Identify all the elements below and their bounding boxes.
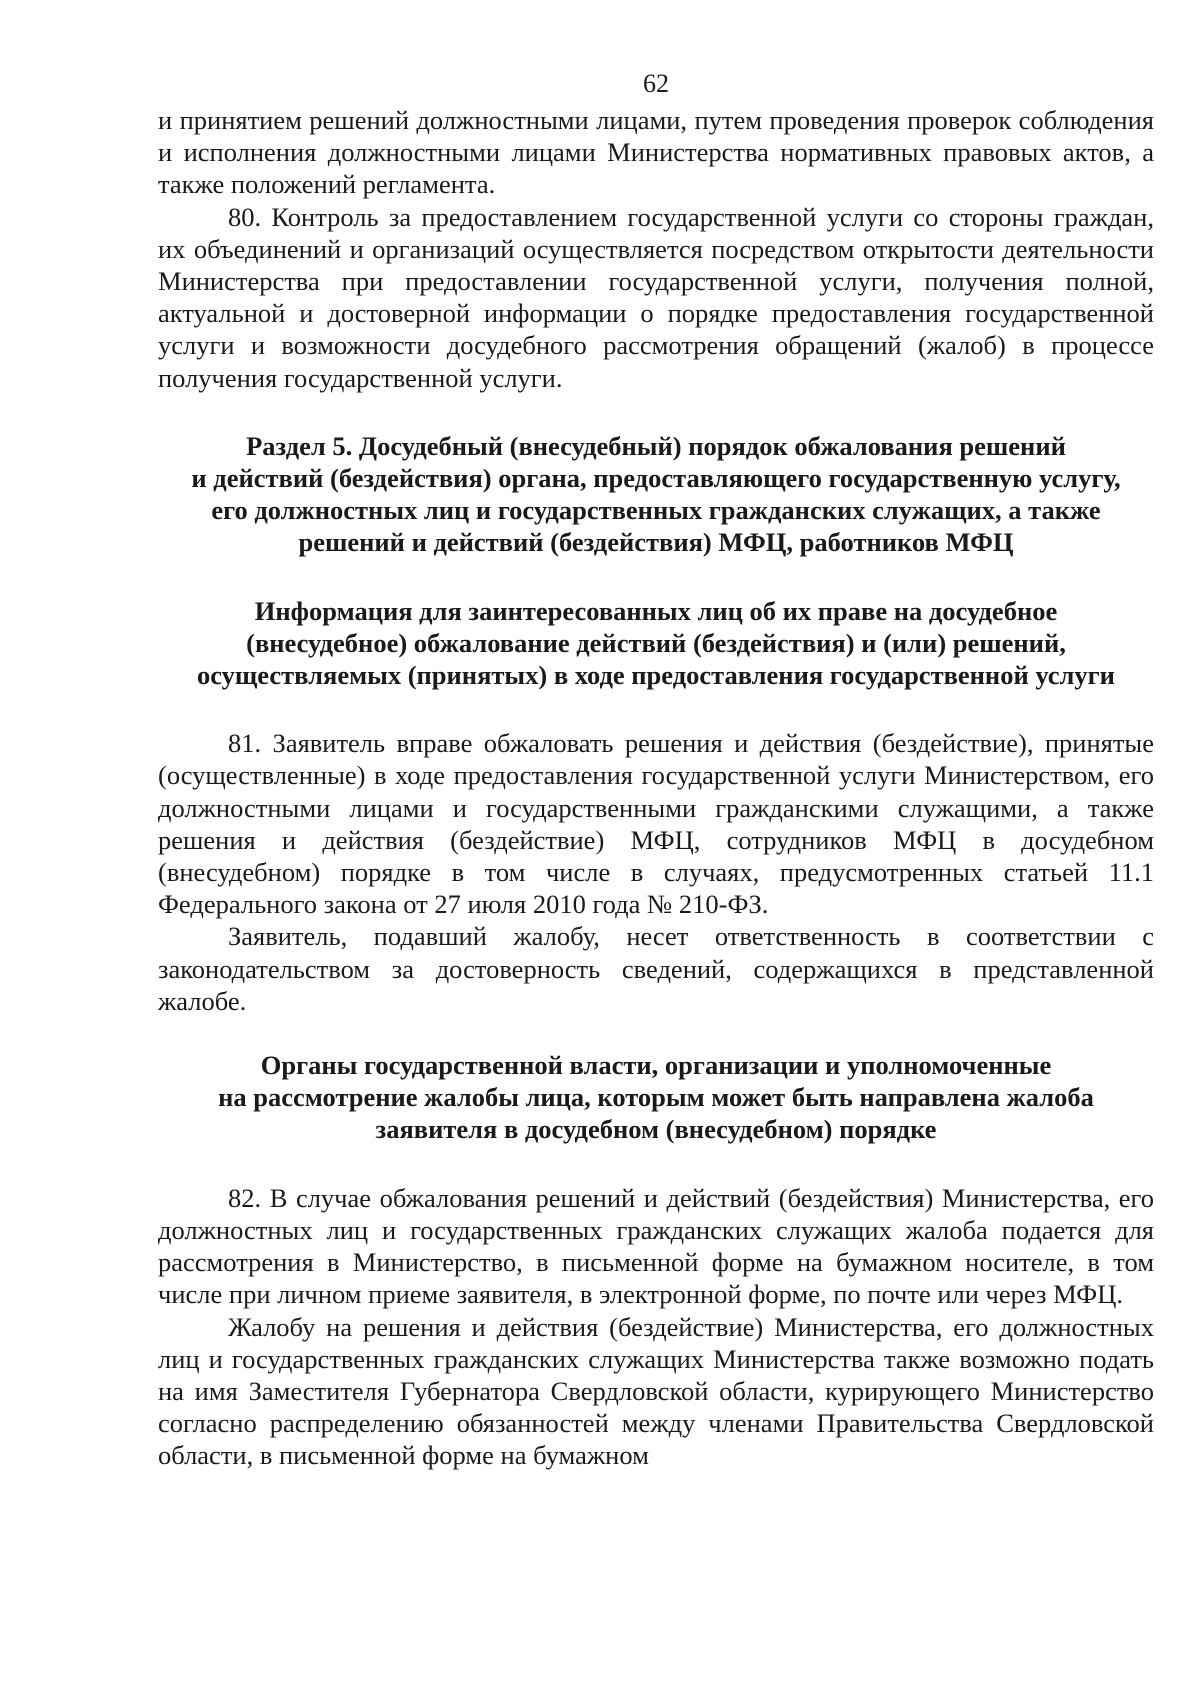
section-heading-line: Раздел 5. Досудебный (внесудебный) порядок обжалования решений <box>246 430 1066 461</box>
document-page <box>158 64 1154 1472</box>
paragraph-80: 80. Контроль за предоставлением государственной услуги со стороны граждан, их объединений и организаций осуществляется посредством открытости деятельности Министерства при предоставлении государственной услуги, получения полной, актуальной и достоверной информации о порядке предоставления государственной услуги и возможности досудебного рассмотрения обращений (жалоб) в процессе получения государственной услуги. <box>158 201 1154 393</box>
paragraph-82: 82. В случае обжалования решений и действий (бездействия) Министерства, его должностных лиц и государственных гражданских служащих жалоба подается для рассмотрения в Министерство, в письменной форме на бумажном носителе, в том числе при личном приеме заявителя, в электронной форме, по почте или через МФЦ. <box>158 1182 1154 1310</box>
section-heading-line: его должностных лиц и государственных гражданских служащих, а также <box>211 495 1101 526</box>
subheading-authorities <box>158 1049 1154 1146</box>
subheading-line: на рассмотрение жалобы лица, которым может быть направлена жалоба <box>218 1082 1094 1113</box>
subheading-information <box>158 595 1154 692</box>
subheading-line: заявителя в досудебном (внесудебном) порядке <box>375 1114 937 1145</box>
paragraph-81: 81. Заявитель вправе обжаловать решения и действия (бездействие), принятые (осуществленные) в ходе предоставления государственной услуги Министерством, его должностными лицами и государственными гражданскими служащими, а также решения и действия (бездействие) МФЦ, сотрудников МФЦ в досудебном (внесудебном) порядке в том числе в случаях, предусмотренных статьей 11.1 Федерального закона от 27 июля 2010 года № 210-ФЗ. <box>158 728 1154 920</box>
paragraph-complaint-deputy-governor: Жалобу на решения и действия (бездействие) Министерства, его должностных лиц и государственных гражданских служащих Министерства также возможно подать на имя Заместителя Губернатора Свердловской области, курирующего Министерство согласно распределению обязанностей между членами Правительства Свердловской области, в письменной форме на бумажном <box>158 1311 1154 1471</box>
subheading-line: Информация для заинтересованных лиц об их праве на досудебное <box>254 595 1058 626</box>
paragraph-continuation: и принятием решений должностными лицами, путем проведения проверок соблюдения и исполнения должностными лицами Министерства нормативных правовых актов, а также положений регламента. <box>158 105 1154 200</box>
page-number: 62 <box>643 69 669 98</box>
section-heading-line: решений и действий (бездействия) МФЦ, работников МФЦ <box>298 527 1014 558</box>
paragraph-applicant-responsibility: Заявитель, подавший жалобу, несет ответственность в соответствии с законодательством за достоверность сведений, содержащихся в представленной жалобе. <box>158 921 1154 1016</box>
subheading-line: (внесудебное) обжалование действий (бездействия) и (или) решений, <box>246 627 1066 658</box>
subheading-line: Органы государственной власти, организации и уполномоченные <box>260 1050 1052 1081</box>
section-heading-line: и действий (бездействия) органа, предоставляющего государственную услугу, <box>191 463 1121 494</box>
subheading-line: осуществляемых (принятых) в ходе предоставления государственной услуги <box>197 660 1115 691</box>
section-heading <box>158 430 1154 559</box>
